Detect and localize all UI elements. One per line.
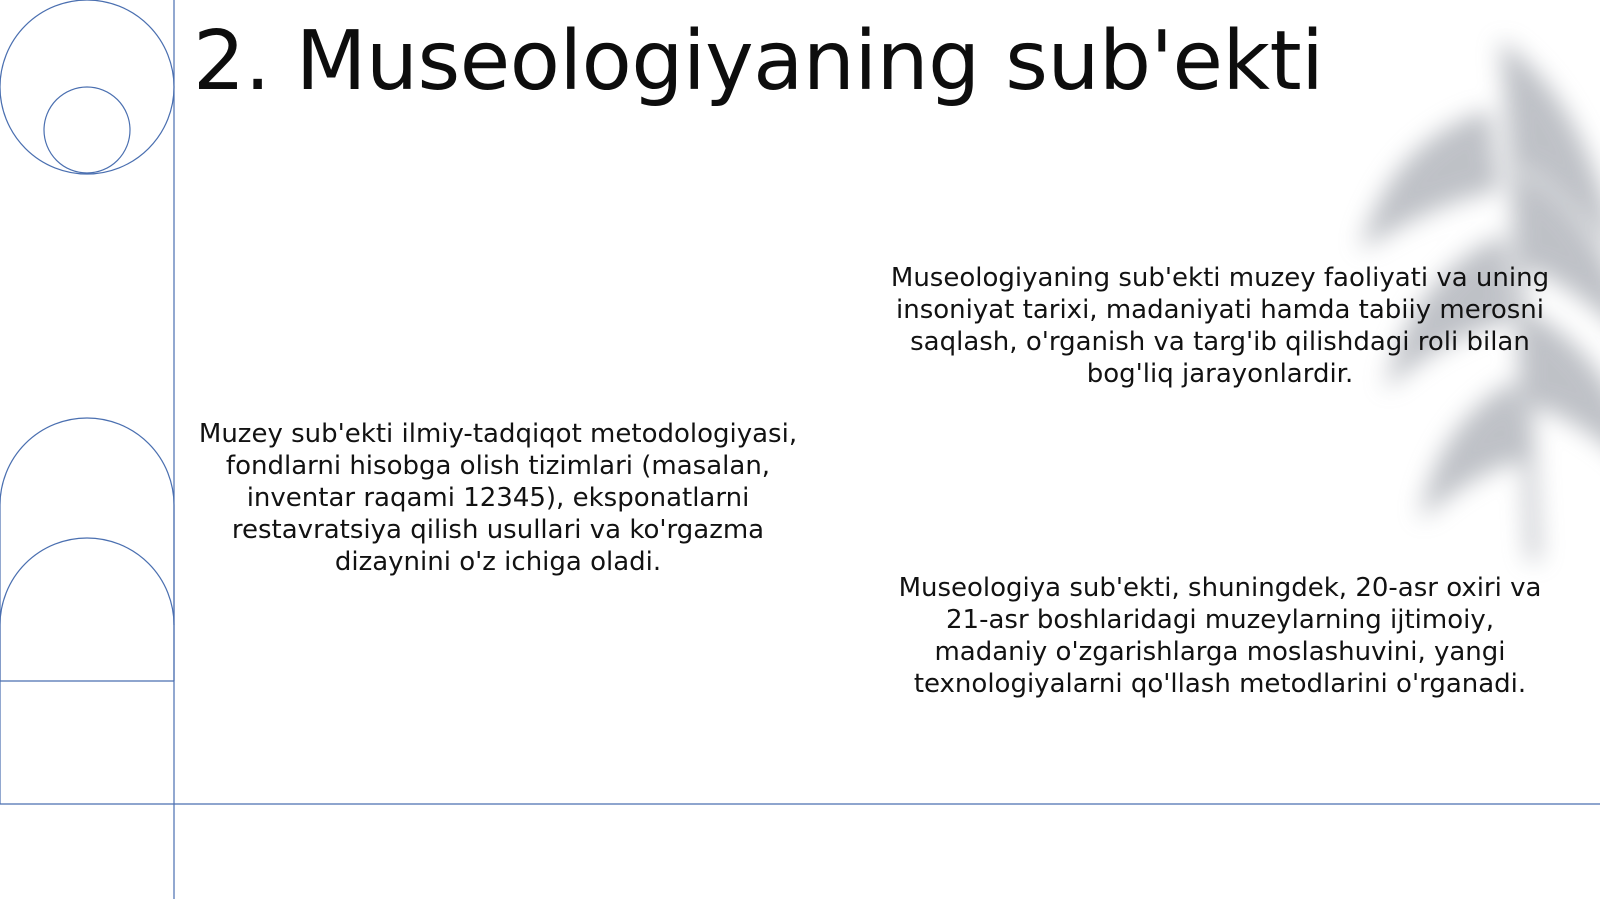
small-circle-outline xyxy=(44,87,130,173)
paragraph-right-top: Museologiyaning sub'ekti muzey faoliyati va uning insoniyat tarixi, madaniyati hamda tabiiy merosni saqlash, o'rganish va targ'ib qilishdagi roli bilan bog'liq jarayonlardir. xyxy=(890,263,1550,389)
upper-arch-outline xyxy=(0,418,174,681)
slide-title: 2. Museologiyaning sub'ekti xyxy=(193,14,1324,109)
paragraph-left: Muzey sub'ekti ilmiy-tadqiqot metodologiyasi, fondlarni hisobga olish tizimlari (masalan, inventar raqami 12345), eksponatlarni restavratsiya qilish usullari va ko'rgazma dizaynini o'z ichiga oladi. xyxy=(198,419,798,577)
paragraph-right-bottom: Museologiya sub'ekti, shuningdek, 20-asr oxiri va 21-asr boshlaridagi muzeylarning ijtimoiy, madaniy o'zgarishlarga moslashuvini, yangi texnologiyalarni qo'llash metodlarini o'rganadi. xyxy=(898,573,1542,699)
lower-arch-outline xyxy=(0,538,174,681)
